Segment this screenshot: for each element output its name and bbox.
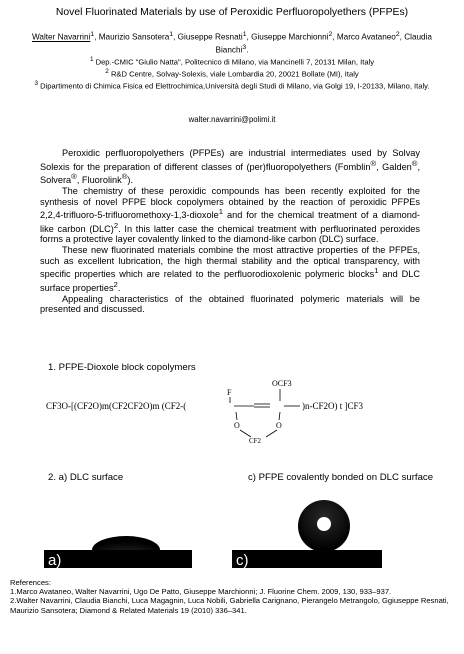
author-giuseppe-marchionni: , Giuseppe Marchionni — [246, 32, 329, 42]
formula-main-right: )n-CF2O) t ]CF3 — [302, 401, 364, 411]
registered-mark: ® — [370, 158, 377, 168]
author-sup: 1 — [242, 31, 247, 38]
citation-sup: 1 — [218, 207, 223, 217]
affiliation-sup: 3 — [34, 80, 38, 88]
references — [10, 578, 456, 615]
affiliation-2 — [12, 67, 452, 79]
author-sup: 1 — [90, 31, 95, 38]
author-sup: 2 — [328, 31, 333, 38]
registered-mark: ® — [121, 172, 128, 182]
abstract-paragraph-3 — [40, 245, 420, 294]
text-run: These new fluorinated materials combine the most attractive properties of the PFPEs, such as excellent lubrication, the high thermal stability and the optical transparency, with specific properties which are related to the perfluorodioxolenic polymeric blocks — [40, 245, 420, 280]
droplet-highlight — [317, 517, 331, 531]
abstract-paragraph-2 — [40, 186, 420, 245]
formula-bonds — [230, 389, 300, 437]
text-run: The chemistry of these peroxidic compounds has been recently exploited for the synthesis of novel PFPE block copolymers obtained by the reaction of peroxidic PFPEs 2,2,4-trifluoro-5-trifluoromethoxy-1,3-dioxole — [40, 185, 420, 221]
registered-mark: ® — [411, 158, 418, 168]
author-walter-navarrini: Walter Navarrini — [31, 32, 91, 42]
affiliation-text: R&D Centre, Solvay-Solexis, viale Lombardia 20, 20021 Bollate (MI), Italy — [108, 69, 359, 79]
affiliation-3 — [12, 79, 452, 91]
affiliation-1 — [12, 55, 452, 67]
author-giuseppe-resnati: , Giuseppe Resnati — [173, 32, 243, 42]
formula-o-left: O — [234, 421, 240, 430]
citation-sup: 1 — [374, 266, 379, 276]
affiliations — [12, 55, 452, 91]
text-run: ). — [127, 175, 134, 186]
affiliation-text: Dep.-CMIC "Giulio Natta", Politecnico di Milano, via Mancinelli 7, 20131 Milan, Italy — [93, 57, 375, 67]
author-list — [20, 30, 444, 55]
formula-ocf3: OCF3 — [272, 379, 292, 388]
section-heading-1: 1. PFPE-Dioxole block copolymers — [48, 362, 196, 373]
reference-2: 2.Walter Navarrini, Claudia Bianchi, Luca Magagnin, Luca Nobili, Gabriella Carignano, Pierangelo Metrangolo, Ggiuseppe Resnati, Maurizio Sansotera; Diamond & Related Materials 19 (2010) 336–341. — [10, 596, 449, 615]
abstract-paragraph-4: Appealing characteristics of the obtained fluorinated polymeric materials will be presented and discussed. — [40, 293, 420, 315]
author-marco-avataneo: , Marco Avataneo — [332, 32, 396, 42]
text-run: . In this latter case the chemical treatment with perfluorinated peroxides forms a protective layer covalently linked to the diamond-like carbon (DLC) surface. — [40, 223, 421, 245]
substrate — [44, 550, 192, 568]
panel-label-a: a) — [48, 552, 62, 568]
abstract-paragraph-1 — [40, 148, 420, 186]
author-claudia-bianchi: , Claudia Bianchi — [215, 32, 432, 55]
text-run: , Galden — [376, 161, 412, 172]
text-run: , Solvera — [40, 161, 421, 186]
author-sup: 1 — [169, 31, 174, 38]
text-run: . — [117, 282, 121, 293]
text-run: and DLC surface properties — [40, 269, 420, 293]
reference-1: 1.Marco Avataneo, Walter Navarrini, Ugo De Patto, Giuseppe Marchionni; J. Fluorine Chem. 2009, 130, 933–937. — [10, 587, 392, 597]
formula-o-right: O — [276, 421, 282, 430]
author-sup: 2 — [395, 31, 400, 38]
text-run: and for the chemical treatment of a diamond-like carbon (DLC) — [40, 210, 420, 234]
author-end: . — [246, 45, 249, 55]
pfpe-dlc-surface-photo — [232, 486, 382, 568]
chemical-structure — [44, 375, 404, 445]
author-sup: 3 — [242, 43, 247, 51]
dlc-surface-photo — [44, 486, 192, 568]
formula-f: F — [227, 388, 232, 397]
author-maurizio-sansotera: , Maurizio Sansotera — [94, 32, 170, 42]
substrate — [232, 550, 382, 568]
affiliation-sup: 2 — [105, 68, 109, 76]
affiliation-sup: 1 — [89, 56, 94, 63]
affiliation-text: Dipartimento di Chimica Fisica ed Elettrochimica,Università degli Studi di Milano, via Golgi 19, I-20133, Milano, Italy. — [38, 81, 430, 91]
citation-sup: 2 — [113, 279, 118, 289]
references-heading: References: — [10, 578, 51, 587]
section-heading-2c: c) PFPE covalently bonded on DLC surface — [248, 472, 434, 483]
abstract — [40, 148, 420, 315]
contact-email: walter.navarrini@polimi.it — [188, 115, 276, 124]
text-run: , Fluorolink — [76, 175, 122, 186]
text-run: Peroxidic perfluoropolyethers (PFPEs) are industrial intermediates used by Solvay Solexis for the preparation of different classes of (per)fluoropolyethers (Fomblin — [40, 148, 420, 172]
paper-title: Novel Fluorinated Materials by use of Peroxidic Perfluoropolyethers (PFPEs) — [55, 7, 409, 18]
formula-main-left: CF3O-[(CF2O)m(CF2CF2O)m (CF2-( — [46, 401, 187, 411]
citation-sup: 2 — [113, 220, 119, 230]
registered-mark: ® — [71, 172, 77, 182]
panel-label-c: c) — [236, 552, 249, 568]
formula-cf2: CF2 — [249, 437, 262, 445]
section-heading-2a: 2. a) DLC surface — [48, 472, 124, 483]
